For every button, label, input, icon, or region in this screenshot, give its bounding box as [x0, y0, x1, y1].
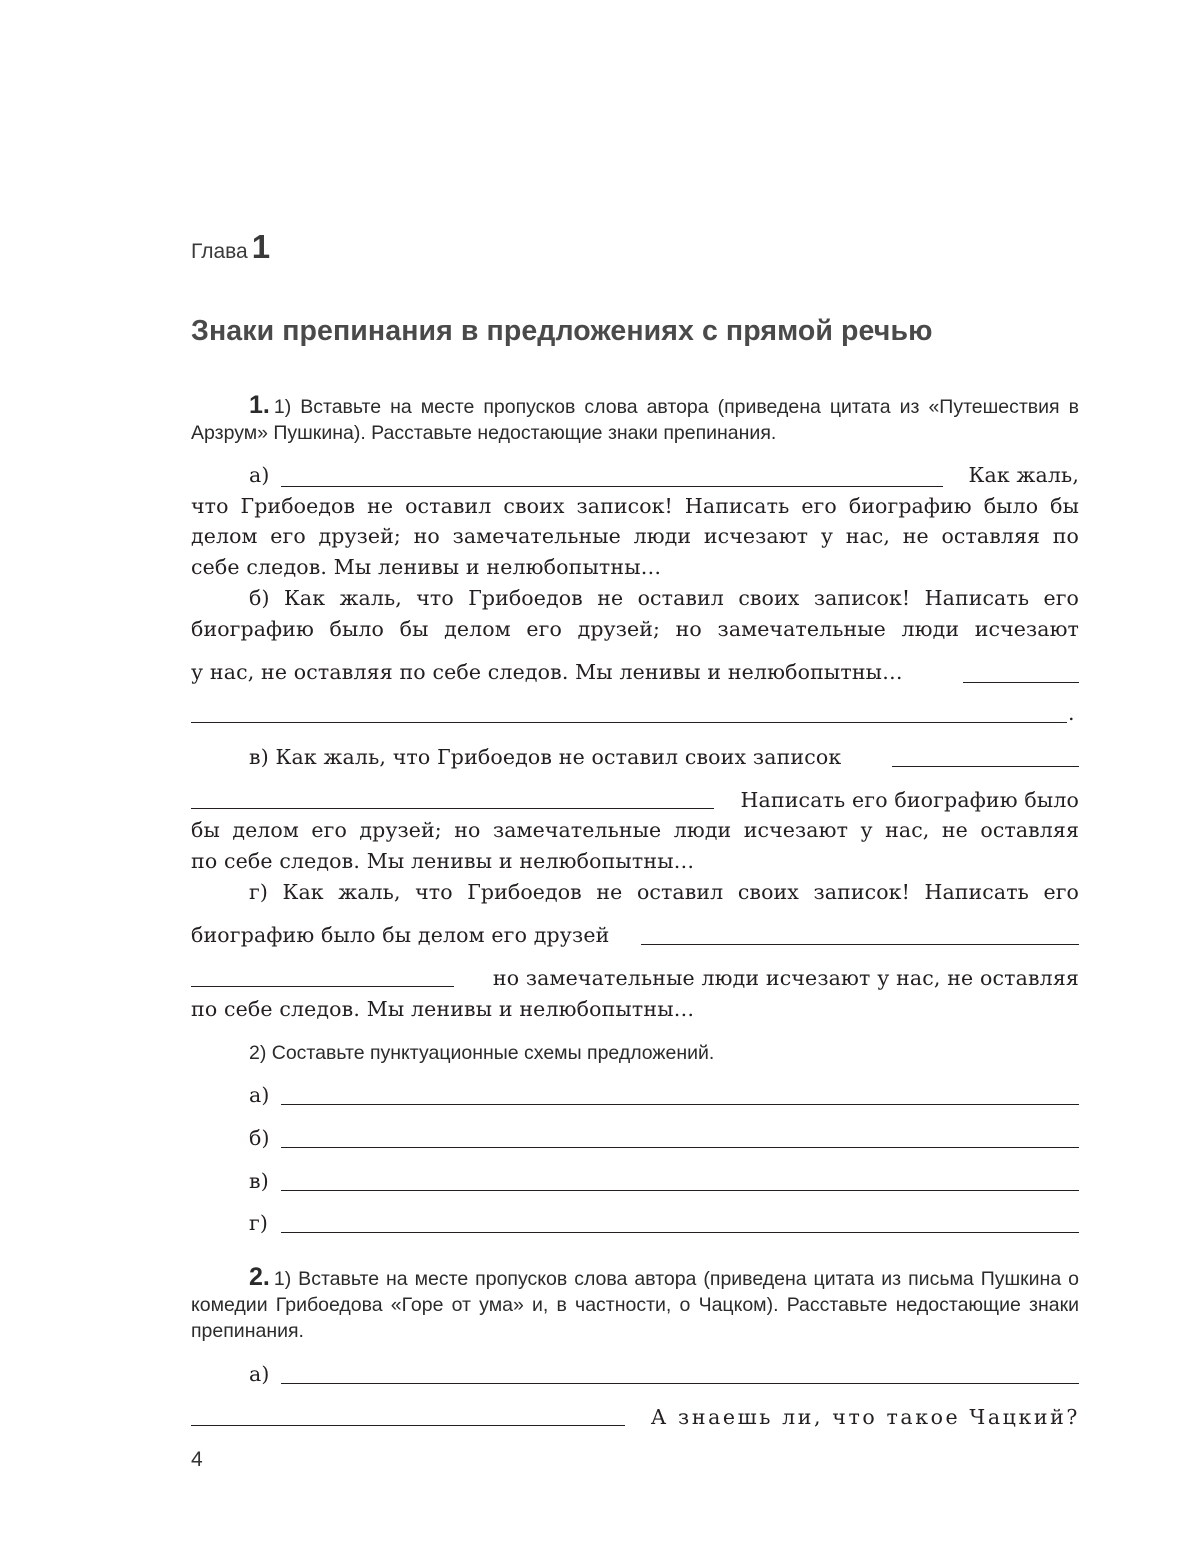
scheme-label-g: г) [249, 1211, 269, 1235]
scheme-blank-g[interactable] [281, 1232, 1079, 1233]
task-1-number: 1. [249, 391, 270, 419]
answer-blank-1b-2[interactable] [191, 722, 1067, 723]
chapter-label: Глава [191, 240, 248, 263]
task-1-a-line-3: делом его друзей; но замечательные люди исчезают у нас, не оставляя по [191, 524, 1079, 548]
scheme-label-v: в) [249, 1169, 269, 1193]
task-1-v-line-1: в) Как жаль, что Грибоедов не оставил своих записок [249, 745, 842, 769]
task-1-v-line-2-tail: Написать его биографию было [740, 788, 1079, 812]
task-1-a-line-2: что Грибоедов не оставил своих записок! Написать его биографию было бы [191, 494, 1079, 518]
task-1-part-2-instruction: 2) Составьте пунктуационные схемы предложений. [249, 1042, 715, 1064]
task-1-a-tail: Как жаль, [968, 463, 1079, 487]
answer-blank-1v-2[interactable] [191, 808, 714, 809]
task-1-g-line-2: биографию было бы делом его друзей [191, 923, 610, 947]
task-1-instruction [191, 392, 1079, 446]
scheme-label-a: а) [249, 1083, 270, 1107]
answer-blank-1a[interactable] [281, 486, 943, 487]
task-1-a-line-4: себе следов. Мы ленивы и нелюбопытны… [191, 555, 662, 579]
chapter-heading [191, 228, 270, 266]
answer-blank-2a-1[interactable] [281, 1383, 1079, 1384]
task-1-g-line-3-tail: но замечательные люди исчезают у нас, не оставляя [492, 966, 1079, 990]
task-2-a-label: а) [249, 1362, 270, 1386]
section-title: Знаки препинания в предложениях с прямой речью [191, 315, 933, 347]
chapter-number: 1 [251, 228, 271, 265]
task-1-instruction-text: 1) Вставьте на месте пропусков слова автора (приведена цитата из «Путешествия в Арзрум» Пушкина). Расставьте недостающие знаки препинания. [191, 396, 1079, 444]
task-1-b-end-period: . [1068, 701, 1075, 725]
task-2-instruction-text: 1) Вставьте на месте пропусков слова автора (приведена цитата из письма Пушкина о комедии Грибоедова «Горе от ума» и, в частности, о Чацком). Расставьте недостающие знаки препинания. [191, 1268, 1079, 1342]
answer-blank-1v-1[interactable] [892, 766, 1079, 767]
task-1-g-line-1: г) Как жаль, что Грибоедов не оставил своих записок! Написать его [249, 880, 1079, 904]
page-number: 4 [191, 1448, 203, 1471]
task-1-b-line-1: б) Как жаль, что Грибоедов не оставил своих записок! Написать его [249, 586, 1079, 610]
task-1-g-line-4: по себе следов. Мы ленивы и нелюбопытны… [191, 997, 695, 1021]
task-1-a-label: а) [249, 463, 270, 487]
task-2-number: 2. [249, 1263, 270, 1291]
answer-blank-1b-1[interactable] [963, 682, 1079, 683]
scheme-label-b: б) [249, 1126, 270, 1150]
scheme-blank-a[interactable] [281, 1104, 1079, 1105]
scheme-blank-v[interactable] [281, 1190, 1079, 1191]
task-2-a-tail: А знаешь ли, что такое Чацкий? [650, 1405, 1080, 1429]
task-1-v-line-3: бы делом его друзей; но замечательные люди исчезают у нас, не оставляя [191, 818, 1079, 842]
answer-blank-2a-2[interactable] [191, 1425, 625, 1426]
task-1-v-line-4: по себе следов. Мы ленивы и нелюбопытны… [191, 849, 695, 873]
task-1-b-line-3: у нас, не оставляя по себе следов. Мы ленивы и нелюбопытны… [191, 660, 903, 684]
task-1-b-line-2: биографию было бы делом его друзей; но замечательные люди исчезают [191, 617, 1079, 641]
scheme-blank-b[interactable] [281, 1147, 1079, 1148]
task-2-instruction [191, 1264, 1079, 1344]
answer-blank-1g-2[interactable] [191, 986, 454, 987]
answer-blank-1g-1[interactable] [641, 944, 1079, 945]
